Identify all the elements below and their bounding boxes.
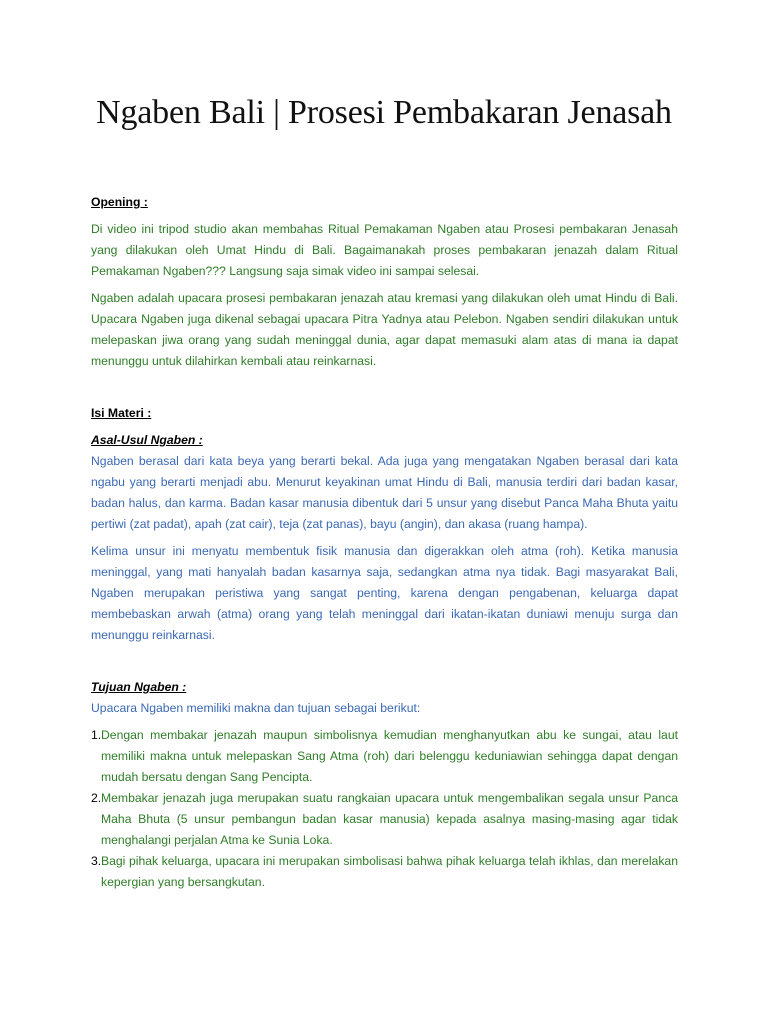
- isi-materi-heading: Isi Materi :: [91, 406, 152, 420]
- tujuan-subheading: Tujuan Ngaben :: [91, 680, 187, 694]
- document-body: [91, 192, 678, 893]
- opening-paragraph-1: Di video ini tripod studio akan membahas Ritual Pemakaman Ngaben atau Prosesi pembakaran Jenasah yang dilakukan oleh Umat Hindu di Bali. Bagaimanakah proses pembakaran jenazah dalam Ritual Pemakaman Ngaben??? Langsung saja simak video ini sampai selesai.: [91, 222, 678, 278]
- list-item-number: 3.: [91, 854, 102, 868]
- asal-usul-subheading: Asal-Usul Ngaben :: [91, 433, 203, 447]
- list-item-text: Membakar jenazah juga merupakan suatu rangkaian upacara untuk mengembalikan segala unsur Panca Maha Bhuta (5 unsur pembangun badan kasar manusia) kepada asalnya masing-masing agar tidak menghalangi perjalan Atma ke Sunia Loka.: [101, 791, 678, 847]
- asal-usul-paragraph-2: Kelima unsur ini menyatu membentuk fisik manusia dan digerakkan oleh atma (roh). Ketika manusia meninggal, yang mati hanyalah badan kasarnya saja, sedangkan atma nya tidak. Bagi masyarakat Bali, Ngaben merupakan peristiwa yang sangat penting, karena dengan pengabenan, keluarga dapat membebaskan arwah (atma) orang yang telah meninggal dari ikatan-ikatan duniawi menuju surga dan menunggu reinkarnasi.: [91, 544, 678, 642]
- opening-paragraph-2: Ngaben adalah upacara prosesi pembakaran jenazah atau kremasi yang dilakukan oleh umat Hindu di Bali. Upacara Ngaben juga dikenal sebagai upacara Pitra Yadnya atau Pelebon. Ngaben sendiri dilakukan untuk melepaskan jiwa orang yang sudah meninggal dunia, agar dapat memasuki alam atas di mana ia dapat menunggu untuk dilahirkan kembali atau reinkarnasi.: [91, 291, 678, 368]
- list-item-text: Bagi pihak keluarga, upacara ini merupakan simbolisasi bahwa pihak keluarga telah ikhlas, dan merelakan kepergian yang bersangkutan.: [101, 854, 678, 889]
- list-item-number: 2.: [91, 791, 102, 805]
- list-item-number: 1.: [91, 728, 102, 742]
- opening-heading: Opening :: [91, 195, 148, 209]
- asal-usul-paragraph-1: Ngaben berasal dari kata beya yang berarti bekal. Ada juga yang mengatakan Ngaben berasal dari kata ngabu yang berarti menjadi abu. Menurut keyakinan umat Hindu di Bali, manusia terdiri dari badan kasar, badan halus, dan karma. Badan kasar manusia dibentuk dari 5 unsur yang disebut Panca Maha Bhuta yaitu pertiwi (zat padat), apah (zat cair), teja (zat panas), bayu (angin), dan akasa (ruang hampa).: [91, 454, 678, 531]
- document-title: Ngaben Bali | Prosesi Pembakaran Jenasah: [96, 94, 672, 131]
- list-item-text: Dengan membakar jenazah maupun simbolisnya kemudian menghanyutkan abu ke sungai, atau laut memiliki makna untuk melepaskan Sang Atma (roh) dari belenggu keduniawian sehingga dapat dengan mudah bersatu dengan Sang Pencipta.: [101, 728, 678, 784]
- list-item: [91, 851, 678, 893]
- tujuan-intro: Upacara Ngaben memiliki makna dan tujuan sebagai berikut:: [91, 701, 421, 715]
- list-item: [91, 788, 678, 851]
- list-item: [91, 725, 678, 788]
- tujuan-list: [91, 725, 678, 893]
